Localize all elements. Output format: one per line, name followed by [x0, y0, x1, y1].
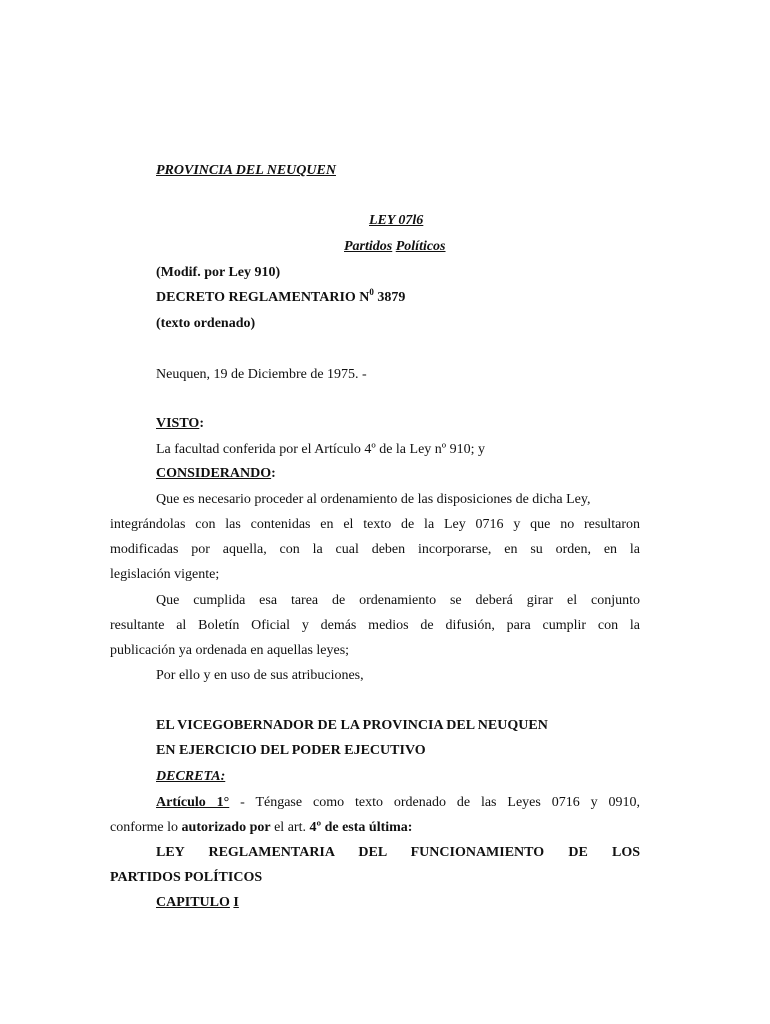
visto-text: La facultad conferida por el Artículo 4º de la Ley nº 910; y [156, 442, 486, 457]
visto-heading [156, 415, 204, 433]
chapter-word: CAPITULO [156, 895, 230, 910]
subtitle-word-1: Partidos [344, 239, 393, 254]
decree-sup: 0 [369, 287, 374, 297]
modif-note: (Modif. por Ley 910) [156, 265, 281, 280]
considerando-p1-line4: legislación vigente; [110, 567, 220, 582]
considerando-p2-line2: resultante al Boletín Oficial y demás medios de difusión, para cumplir con la [110, 618, 640, 633]
article1-l2-c: el art. [270, 820, 310, 835]
authority-line2: EN EJERCICIO DEL PODER EJECUTIVO [156, 743, 426, 758]
considerando-p2-line1: Que cumplida esa tarea de ordenamiento se deberá girar el conjunto [156, 593, 640, 608]
considerando-colon: : [271, 466, 276, 481]
article1-line1 [156, 794, 640, 812]
article1-line2 [110, 819, 412, 837]
article1-l2-d: 4º de esta última: [309, 820, 413, 835]
article1-l2-b: autorizado por [181, 820, 271, 835]
chapter-number: I [233, 895, 239, 910]
subtitle-word-2: Políticos [395, 239, 446, 254]
considerando-p2-line3: publicación ya ordenada en aquellas leyes; [110, 643, 350, 658]
law-title-line2: PARTIDOS POLÍTICOS [110, 870, 263, 885]
decree-number [156, 289, 405, 307]
ordered-note: (texto ordenado) [156, 316, 256, 331]
decreta-heading: DECRETA: [156, 769, 226, 784]
law-subtitle [344, 238, 446, 256]
considerando-word: CONSIDERANDO [156, 466, 272, 481]
law-title-line1: LEY REGLAMENTARIA DEL FUNCIONAMIENTO DE LOS [156, 845, 640, 860]
law-title: LEY 07l6 [369, 213, 424, 228]
considerando-p1-line2: integrándolas con las contenidas en el texto de la Ley 0716 y que no resultaron [110, 517, 640, 532]
considerando-p1-line3: modificadas por aquella, con la cual deben incorporarse, en su orden, en la [110, 542, 640, 557]
authority-line1: EL VICEGOBERNADOR DE LA PROVINCIA DEL NEUQUEN [156, 718, 548, 733]
visto-word: VISTO [156, 416, 200, 431]
considerando-heading [156, 465, 276, 483]
considerando-p3: Por ello y en uso de sus atribuciones, [156, 668, 364, 683]
decree-num: 3879 [373, 290, 406, 305]
chapter-heading [156, 894, 239, 912]
article1-label: Artículo 1° [156, 795, 230, 810]
province-heading: PROVINCIA DEL NEUQUEN [156, 163, 336, 178]
place-date: Neuquen, 19 de Diciembre de 1975. - [156, 367, 367, 382]
decree-prefix: DECRETO REGLAMENTARIO N [156, 290, 370, 305]
article1-l2-a: conforme lo [110, 820, 182, 835]
visto-colon: : [199, 416, 204, 431]
considerando-p1-line1: Que es necesario proceder al ordenamiento de las disposiciones de dicha Ley, [156, 492, 591, 507]
article1-text: - Téngase como texto ordenado de las Leyes 0716 y 0910, [229, 795, 640, 810]
